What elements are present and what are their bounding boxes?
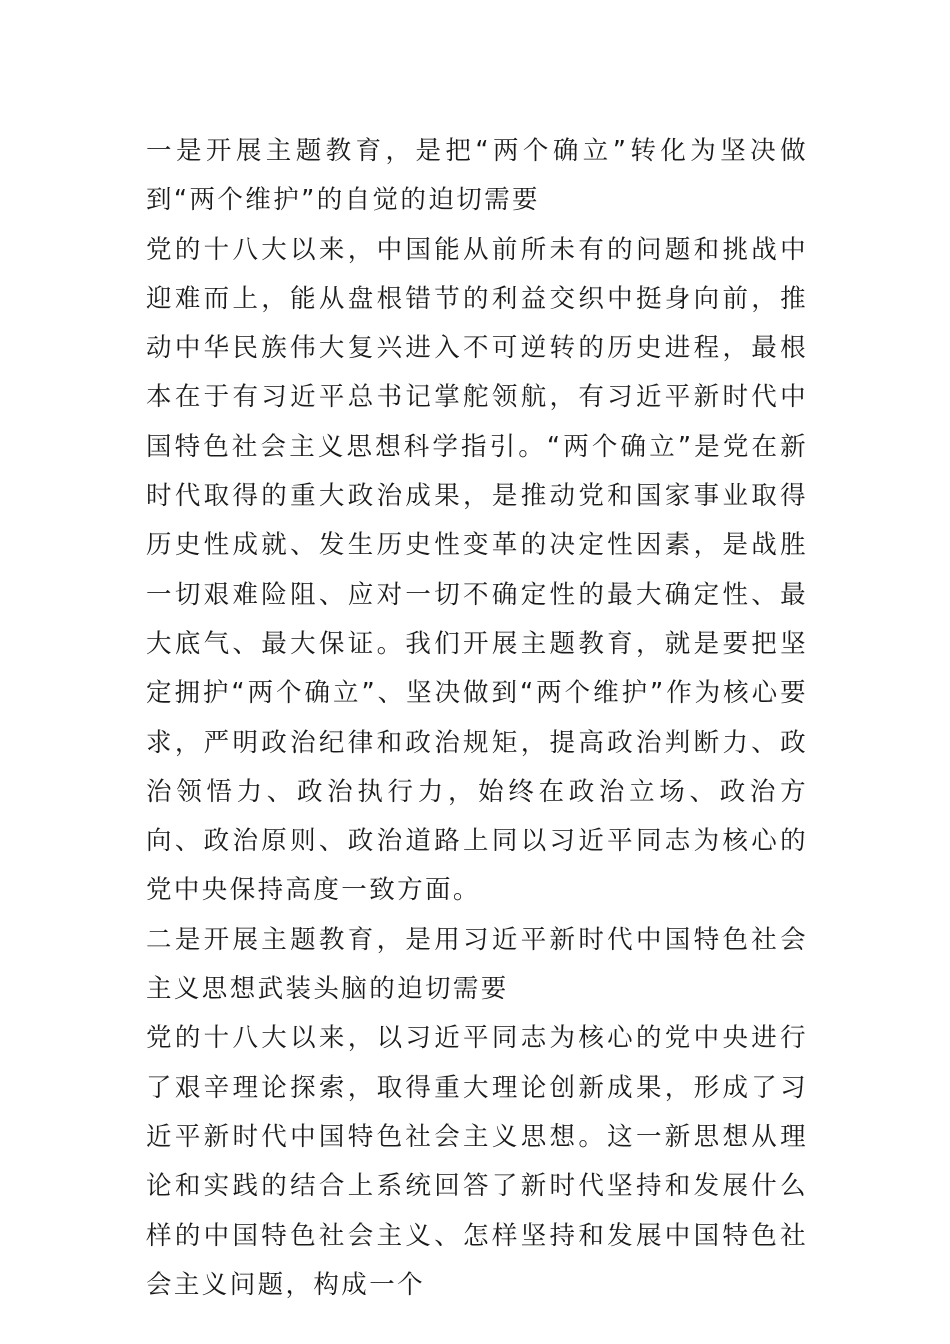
body-paragraph-2: 党的十八大以来，以习近平同志为核心的党中央进行了艰辛理论探索，取得重大理论创新成果，形成了习近平新时代中国特色社会主义思想。这一新思想从理论和实践的结合上系统回答了新时代坚持和发展什么样的中国特色社会主义、怎样坚持和发展中国特色社会主义问题，构成一个 <box>146 1023 808 1300</box>
document-body <box>146 127 808 1310</box>
section-heading-1: 一是开展主题教育，是把“两个确立”转化为坚决做到“两个维护”的自觉的迫切需要 <box>146 136 808 216</box>
section-heading-2: 二是开展主题教育，是用习近平新时代中国特色社会主义思想武装头脑的迫切需要 <box>146 924 808 1005</box>
body-paragraph-1: 党的十八大以来，中国能从前所未有的问题和挑战中迎难而上，能从盘根错节的利益交织中挺身向前，推动中华民族伟大复兴进入不可逆转的历史进程，最根本在于有习近平总书记掌舵领航，有习近平新时代中国特色社会主义思想科学指引。“两个确立”是党在新时代取得的重大政治成果，是推动党和国家事业取得历史性成就、发生历史性变革的决定性因素，是战胜一切艰难险阻、应对一切不确定性的最大确定性、最大底气、最大保证。我们开展主题教育，就是要把坚定拥护“两个确立”、坚决做到“两个维护”作为核心要求，严明政治纪律和政治规矩，提高政治判断力、政治领悟力、政治执行力，始终在政治立场、政治方向、政治原则、政治道路上同以习近平同志为核心的党中央保持高度一致方面。 <box>146 234 808 906</box>
